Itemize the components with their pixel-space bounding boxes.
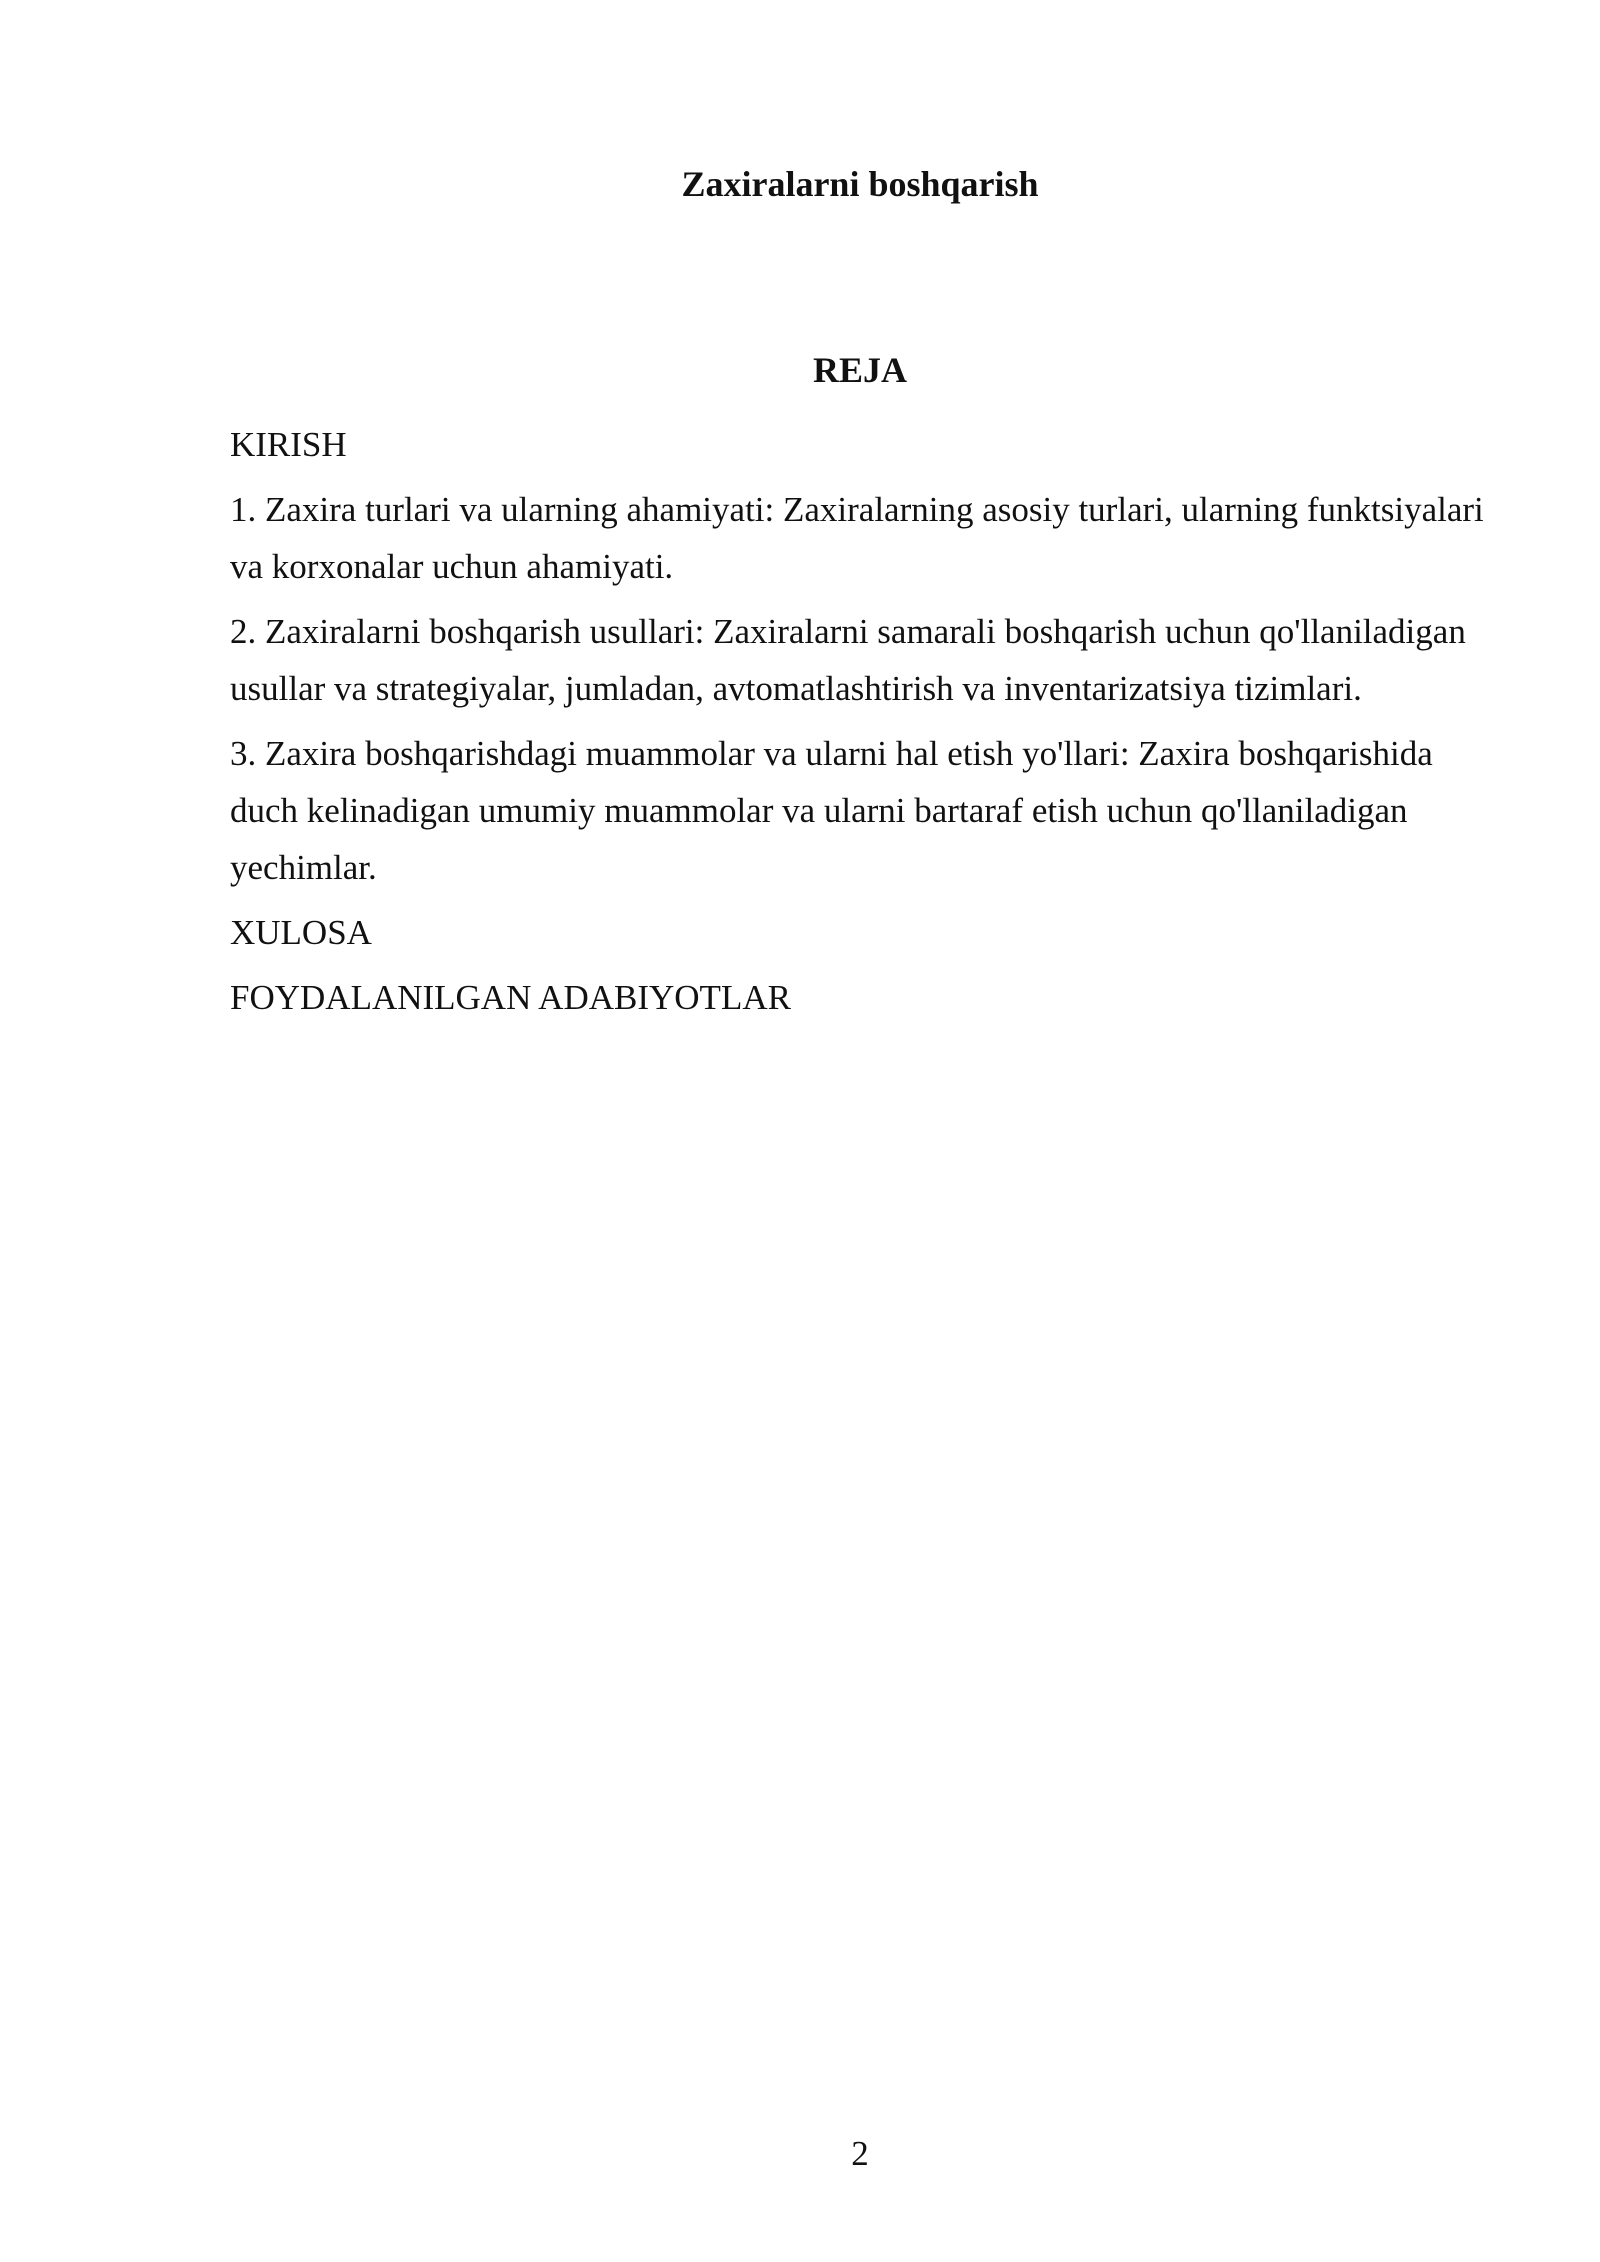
plan-heading: REJA [812, 350, 907, 390]
plan-item-3: 3. Zaxira boshqarishdagi muammolar va ularni hal etish yo'llari: Zaxira boshqarishida duch kelinadigan umumiy muammolar va ularni bartaraf etish uchun qo'llaniladigan yechimlar. [230, 734, 1433, 887]
plan-item-introduction: KIRISH [230, 425, 347, 464]
page-number: 2 [851, 2134, 869, 2173]
plan-list [230, 416, 1500, 1034]
document-title: Zaxiralarni boshqarish [681, 164, 1039, 204]
plan-item-conclusion: XULOSA [230, 913, 372, 952]
plan-item-1: 1. Zaxira turlari va ularning ahamiyati: Zaxiralarning asosiy turlari, ularning funktsiyalari va korxonalar uchun ahamiyati. [230, 490, 1484, 586]
plan-item-references: FOYDALANILGAN ADABIYOTLAR [230, 978, 791, 1017]
plan-item-2: 2. Zaxiralarni boshqarish usullari: Zaxiralarni samarali boshqarish uchun qo'llaniladigan usullar va strategiyalar, jumladan, avtomatlashtirish va inventarizatsiya tizimlari. [230, 612, 1466, 708]
